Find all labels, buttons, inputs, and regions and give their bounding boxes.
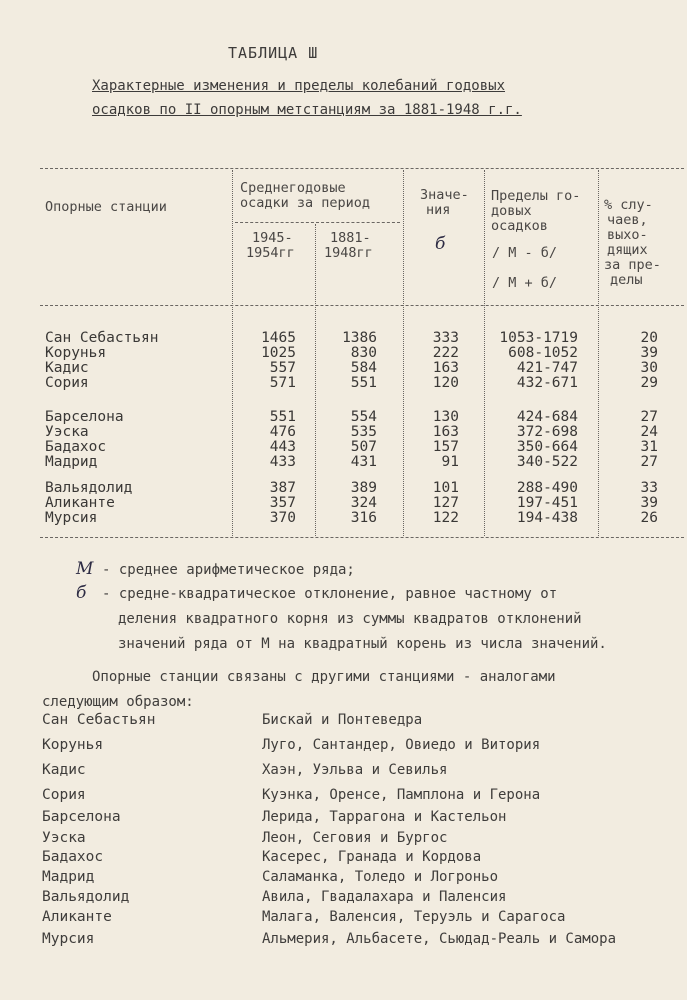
- cell-period1: 1465: [261, 330, 296, 346]
- cell-station: Сория: [45, 375, 89, 391]
- paragraph-line1: Опорные станции связаны с другими станциями - аналогами: [92, 669, 556, 685]
- cell-station: Аликанте: [45, 495, 115, 511]
- cell-limits: 340-522: [516, 454, 578, 470]
- cell-sigma: 222: [432, 345, 459, 361]
- cell-pct: 30: [640, 360, 658, 376]
- cell-limits: 194-438: [516, 510, 578, 526]
- header-limits-line2: довых: [491, 203, 532, 219]
- analog-station: Сан Себастьян: [42, 712, 156, 728]
- analog-station: Корунья: [42, 737, 104, 753]
- cell-sigma: 163: [432, 424, 459, 440]
- analog-station: Уэска: [42, 830, 86, 846]
- note-m-symbol: М: [76, 559, 94, 579]
- cell-pct: 33: [640, 480, 658, 496]
- table-top-rule: [40, 168, 684, 169]
- header-stations: Опорные станции: [45, 199, 167, 215]
- cell-pct: 26: [640, 510, 658, 526]
- cell-limits: 608-1052: [508, 345, 578, 361]
- header-limits-formula-minus: / М - б/: [492, 245, 558, 261]
- cell-sigma: 101: [432, 480, 459, 496]
- header-period2-line1: 1881-: [330, 230, 371, 246]
- analog-stations-list: Авила, Гвадалахара и Паленсия: [262, 889, 507, 905]
- cell-period2: 554: [350, 409, 377, 425]
- cell-period1: 387: [269, 480, 296, 496]
- cell-limits: 424-684: [516, 409, 578, 425]
- cell-period1: 476: [269, 424, 296, 440]
- analog-stations-list: Луго, Сантандер, Овиедо и Витория: [262, 737, 541, 753]
- analog-station: Бадахос: [42, 849, 104, 865]
- analog-station: Сория: [42, 787, 86, 803]
- cell-period1: 443: [269, 439, 296, 455]
- table-header-rule: [40, 305, 684, 306]
- analog-stations-list: Лерида, Таррагона и Кастельон: [262, 809, 507, 825]
- header-sigma-handwritten: б: [435, 234, 446, 254]
- cell-period2: 389: [350, 480, 377, 496]
- analog-stations-list: Касерес, Гранада и Кордова: [262, 849, 482, 865]
- cell-station: Уэска: [45, 424, 89, 440]
- document-subtitle-line1: Характерные изменения и пределы колебаний годовых: [92, 78, 506, 94]
- analog-stations-list: Куэнка, Оренсе, Памплона и Герона: [262, 787, 541, 803]
- cell-period1: 1025: [261, 345, 296, 361]
- cell-pct: 29: [640, 375, 658, 391]
- cell-period2: 431: [350, 454, 377, 470]
- paragraph-line2: следующим образом:: [42, 694, 194, 710]
- cell-station: Мадрид: [45, 454, 98, 470]
- cell-sigma: 130: [432, 409, 459, 425]
- table-column-divider: [598, 170, 599, 536]
- cell-limits: 432-671: [516, 375, 578, 391]
- table-column-divider: [484, 170, 485, 536]
- analog-station: Вальядолид: [42, 889, 130, 905]
- analog-stations-list: Хаэн, Уэльва и Севилья: [262, 762, 448, 778]
- analog-stations-list: Леон, Сеговия и Бургос: [262, 830, 448, 846]
- cell-period1: 551: [269, 409, 296, 425]
- cell-period2: 584: [350, 360, 377, 376]
- header-pct-line1: % слу-: [604, 197, 653, 213]
- cell-period1: 433: [269, 454, 296, 470]
- cell-period1: 357: [269, 495, 296, 511]
- header-avg-line1: Среднегодовые: [240, 180, 346, 196]
- cell-station: Кадис: [45, 360, 89, 376]
- cell-sigma: 91: [441, 454, 459, 470]
- cell-sigma: 120: [432, 375, 459, 391]
- cell-sigma: 157: [432, 439, 459, 455]
- analog-station: Барселона: [42, 809, 121, 825]
- cell-limits: 421-747: [516, 360, 578, 376]
- header-pct-line2: чаев,: [607, 212, 648, 228]
- header-pct-line6: делы: [610, 272, 643, 288]
- analog-station: Мадрид: [42, 869, 95, 885]
- cell-period2: 1386: [342, 330, 377, 346]
- cell-pct: 39: [640, 345, 658, 361]
- document-title: ТАБЛИЦА Ш: [228, 44, 319, 62]
- cell-sigma: 127: [432, 495, 459, 511]
- cell-station: Барселона: [45, 409, 124, 425]
- cell-period2: 324: [350, 495, 377, 511]
- cell-station: Вальядолид: [45, 480, 133, 496]
- cell-sigma: 333: [432, 330, 459, 346]
- analog-stations-list: Малага, Валенсия, Теруэль и Сарагоса: [262, 909, 566, 925]
- cell-period2: 830: [350, 345, 377, 361]
- document-subtitle-line2: осадков по II опорным метстанциям за 1881-1948 г.г.: [92, 102, 522, 118]
- cell-pct: 27: [640, 454, 658, 470]
- table-column-divider: [232, 170, 233, 536]
- cell-period2: 535: [350, 424, 377, 440]
- cell-period1: 571: [269, 375, 296, 391]
- table-column-divider: [403, 170, 404, 536]
- cell-pct: 27: [640, 409, 658, 425]
- cell-limits: 372-698: [516, 424, 578, 440]
- header-avg-line2: осадки за период: [240, 195, 371, 211]
- cell-limits: 288-490: [516, 480, 578, 496]
- cell-period2: 551: [350, 375, 377, 391]
- cell-period1: 557: [269, 360, 296, 376]
- header-limits-formula-plus: / М + б/: [492, 275, 558, 291]
- analog-stations-list: Саламанка, Толедо и Логроньо: [262, 869, 499, 885]
- cell-pct: 24: [640, 424, 658, 440]
- cell-limits: 197-451: [516, 495, 578, 511]
- header-period2-line2: 1948гг: [324, 245, 373, 261]
- note-sigma-line2: деления квадратного корня из суммы квадратов отклонений: [118, 611, 582, 627]
- cell-sigma: 163: [432, 360, 459, 376]
- cell-pct: 20: [640, 330, 658, 346]
- avg-subheader-rule: [235, 222, 400, 223]
- cell-station: Мурсия: [45, 510, 98, 526]
- cell-limits: 1053-1719: [499, 330, 578, 346]
- analog-station: Кадис: [42, 762, 86, 778]
- cell-pct: 39: [640, 495, 658, 511]
- analog-station: Аликанте: [42, 909, 112, 925]
- cell-station: Бадахос: [45, 439, 107, 455]
- header-period1-line2: 1954гг: [246, 245, 295, 261]
- header-sigma-line1: Значе-: [420, 187, 469, 203]
- note-sigma-line3: значений ряда от М на квадратный корень из числа значений.: [118, 636, 607, 652]
- analog-stations-list: Альмерия, Альбасете, Сьюдад-Реаль и Самора: [262, 931, 617, 947]
- cell-period2: 316: [350, 510, 377, 526]
- cell-period2: 507: [350, 439, 377, 455]
- table-column-divider: [315, 224, 316, 536]
- note-sigma-line1: - средне-квадратическое отклонение, равное частному от: [102, 586, 558, 602]
- cell-sigma: 122: [432, 510, 459, 526]
- header-limits-line1: Пределы го-: [491, 188, 581, 204]
- header-pct-line5: за пре-: [604, 257, 661, 273]
- header-period1-line1: 1945-: [252, 230, 293, 246]
- analog-station: Мурсия: [42, 931, 95, 947]
- table-bottom-rule: [40, 537, 684, 538]
- cell-station: Сан Себастьян: [45, 330, 159, 346]
- cell-period1: 370: [269, 510, 296, 526]
- cell-limits: 350-664: [516, 439, 578, 455]
- note-sigma-symbol: б: [76, 583, 87, 603]
- header-limits-line3: осадков: [491, 218, 548, 234]
- header-sigma-line2: ния: [426, 202, 451, 218]
- cell-station: Корунья: [45, 345, 107, 361]
- note-m-text: - среднее арифметическое ряда;: [102, 562, 355, 578]
- header-pct-line3: выхо-: [607, 227, 648, 243]
- analog-stations-list: Бискай и Понтеведра: [262, 712, 423, 728]
- cell-pct: 31: [640, 439, 658, 455]
- header-pct-line4: дящих: [607, 242, 648, 258]
